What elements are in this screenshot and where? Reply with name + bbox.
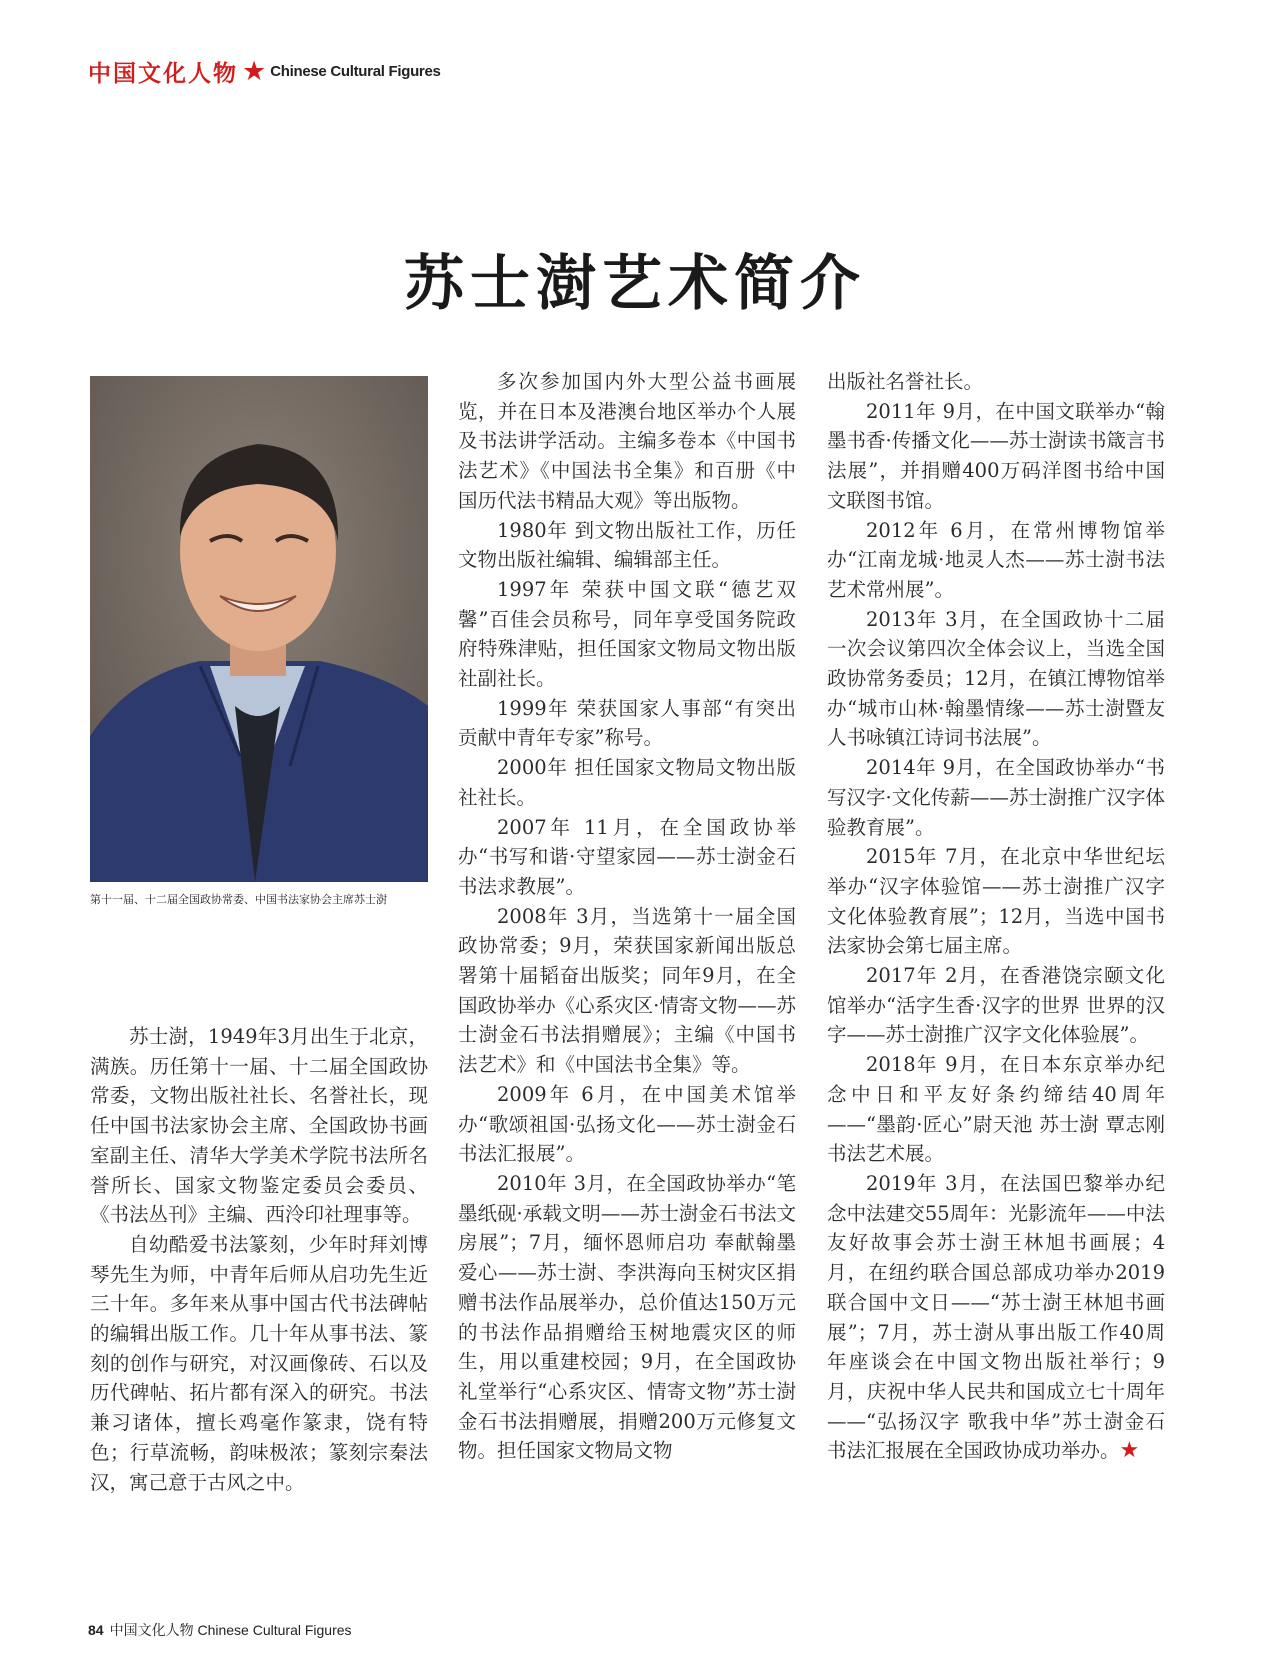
portrait-photo bbox=[90, 376, 428, 882]
page-footer bbox=[88, 1620, 352, 1640]
timeline-entry: 2018年 9月，在日本东京举办纪念中日和平友好条约缔结40周年——“墨韵·匠心”尉天池 苏士澍 覃志刚书法艺术展。 bbox=[827, 1053, 1165, 1166]
timeline-entry: 2017年 2月，在香港饶宗颐文化馆举办“活字生香·汉字的世界 世界的汉字——苏士澍推广汉字文化体验展”。 bbox=[827, 964, 1165, 1047]
timeline-entry: 2009年 6月，在中国美术馆举办“歌颂祖国·弘扬文化——苏士澍金石书法汇报展”。 bbox=[458, 1082, 796, 1166]
timeline-entry: 2000年 担任国家文物局文物出版社社长。 bbox=[458, 756, 796, 809]
timeline-entry-text: 2019年 3月，在法国巴黎举办纪念中法建交55周年：光影流年——中法友好故事会苏士澍王林旭书画展；4月，在纽约联合国总部成功举办2019联合国中文日——“苏士澍王林旭书画展”；7月，苏士澍从事出版工作40周年座谈会在中国文物出版社举行；9月，庆祝中华人民共和国成立七十周年——“弘扬汉字 歌我中华”苏士澍金石书法汇报展在全国政协成功举办。 bbox=[827, 1171, 1165, 1463]
footer-text: 中国文化人物 Chinese Cultural Figures bbox=[109, 1622, 352, 1638]
timeline-entry: 2011年 9月，在中国文联举办“翰墨书香·传播文化——苏士澍读书箴言书法展”，并捐赠400万码洋图书给中国文联图书馆。 bbox=[827, 399, 1165, 512]
timeline-entry: 2010年 3月，在全国政协举办“笔墨纸砚·承载文明——苏士澍金石书法文房展”；7月，缅怀恩师启功 奉献翰墨爱心——苏士澍、李洪海向玉树灾区捐赠书法作品展举办，总价值达150万元的书法作品捐赠给玉树地震灾区的师生，用以重建校园；9月，在全国政协礼堂举行“心系灾区、情寄文物”苏士澍金石书法捐赠展，捐赠200万元修复文物。担任国家文物局文物 bbox=[458, 1171, 796, 1463]
text-column-2 bbox=[458, 367, 796, 1466]
timeline-entry-last bbox=[827, 1169, 1165, 1466]
bio-paragraph: 多次参加国内外大型公益书画展览，并在日本及港澳台地区举办个人展及书法讲学活动。主编多卷本《中国书法艺术》《中国法书全集》和百册《中国历代法书精品大观》等出版物。 bbox=[458, 370, 796, 512]
timeline-entry-continued: 出版社名誉社长。 bbox=[827, 370, 984, 393]
article-title: 苏士澍艺术简介 bbox=[404, 249, 866, 320]
photo-caption: 第十一届、十二届全国政协常委、中国书法家协会主席苏士澍 bbox=[90, 893, 387, 906]
page-number: 84 bbox=[88, 1622, 104, 1638]
timeline-entry: 1980年 到文物出版社工作，历任文物出版社编辑、编辑部主任。 bbox=[458, 518, 796, 572]
end-star-icon: ★ bbox=[1119, 1438, 1140, 1464]
timeline-entry: 2014年 9月，在全国政协举办“书写汉字·文化传薪——苏士澍推广汉字体验教育展”。 bbox=[827, 756, 1165, 839]
text-column-3 bbox=[827, 367, 1165, 1466]
magazine-name-cn: 中国文化人物 bbox=[88, 59, 238, 87]
magazine-name-en: Chinese Cultural Figures bbox=[270, 62, 441, 80]
timeline-entry: 1997年 荣获中国文联“德艺双馨”百佳会员称号，同年享受国务院政府特殊津贴，担任国家文物局文物出版社副社长。 bbox=[458, 577, 796, 691]
bio-paragraph: 苏士澍，1949年3月出生于北京，满族。历任第十一届、十二届全国政协常委，文物出版社社长、名誉社长，现任中国书法家协会主席、全国政协书画室副主任、清华大学美术学院书法所名誉所长、国家文物鉴定委员会委员、《书法丛刊》主编、西泠印社理事等。 bbox=[90, 1025, 428, 1227]
timeline-entry: 2012年 6月，在常州博物馆举办“江南龙城·地灵人杰——苏士澍书法艺术常州展”。 bbox=[827, 518, 1165, 601]
magazine-header bbox=[88, 54, 441, 88]
text-column-1 bbox=[90, 1022, 428, 1497]
bio-paragraph: 自幼酷爱书法篆刻，少年时拜刘博琴先生为师，中青年后师从启功先生近三十年。多年来从事中国古代书法碑帖的编辑出版工作。几十年从事书法、篆刻的创作与研究，对汉画像砖、石以及历代碑帖、拓片都有深入的研究。书法兼习诸体，擅长鸡毫作篆隶，饶有特色；行草流畅，韵味极浓；篆刻宗秦法汉，寓己意于古风之中。 bbox=[90, 1232, 428, 1494]
portrait-illustration bbox=[90, 376, 428, 882]
timeline-entry: 2007年 11月，在全国政协举办“书写和谐·守望家园——苏士澍金石书法求教展”。 bbox=[458, 815, 796, 898]
timeline-entry: 2008年 3月，当选第十一届全国政协常委；9月，荣获国家新闻出版总署第十届韬奋出版奖；同年9月，在全国政协举办《心系灾区·情寄文物——苏士澍金石书法捐赠展》；主编《中国书法艺术》和《中国法书全集》等。 bbox=[458, 904, 796, 1077]
timeline-entry: 2015年 7月，在北京中华世纪坛举办“汉字体验馆——苏士澍推广汉字文化体验教育展”；12月，当选中国书法家协会第七届主席。 bbox=[827, 845, 1165, 958]
timeline-entry: 1999年 荣获国家人事部“有突出贡献中青年专家”称号。 bbox=[458, 696, 796, 750]
timeline-entry: 2013年 3月，在全国政协十二届一次会议第四次全体会议上，当选全国政协常务委员；12月，在镇江博物馆举办“城市山林·翰墨情缘——苏士澍暨友人书咏镇江诗词书法展”。 bbox=[827, 607, 1165, 750]
star-icon: ★ bbox=[242, 55, 267, 87]
